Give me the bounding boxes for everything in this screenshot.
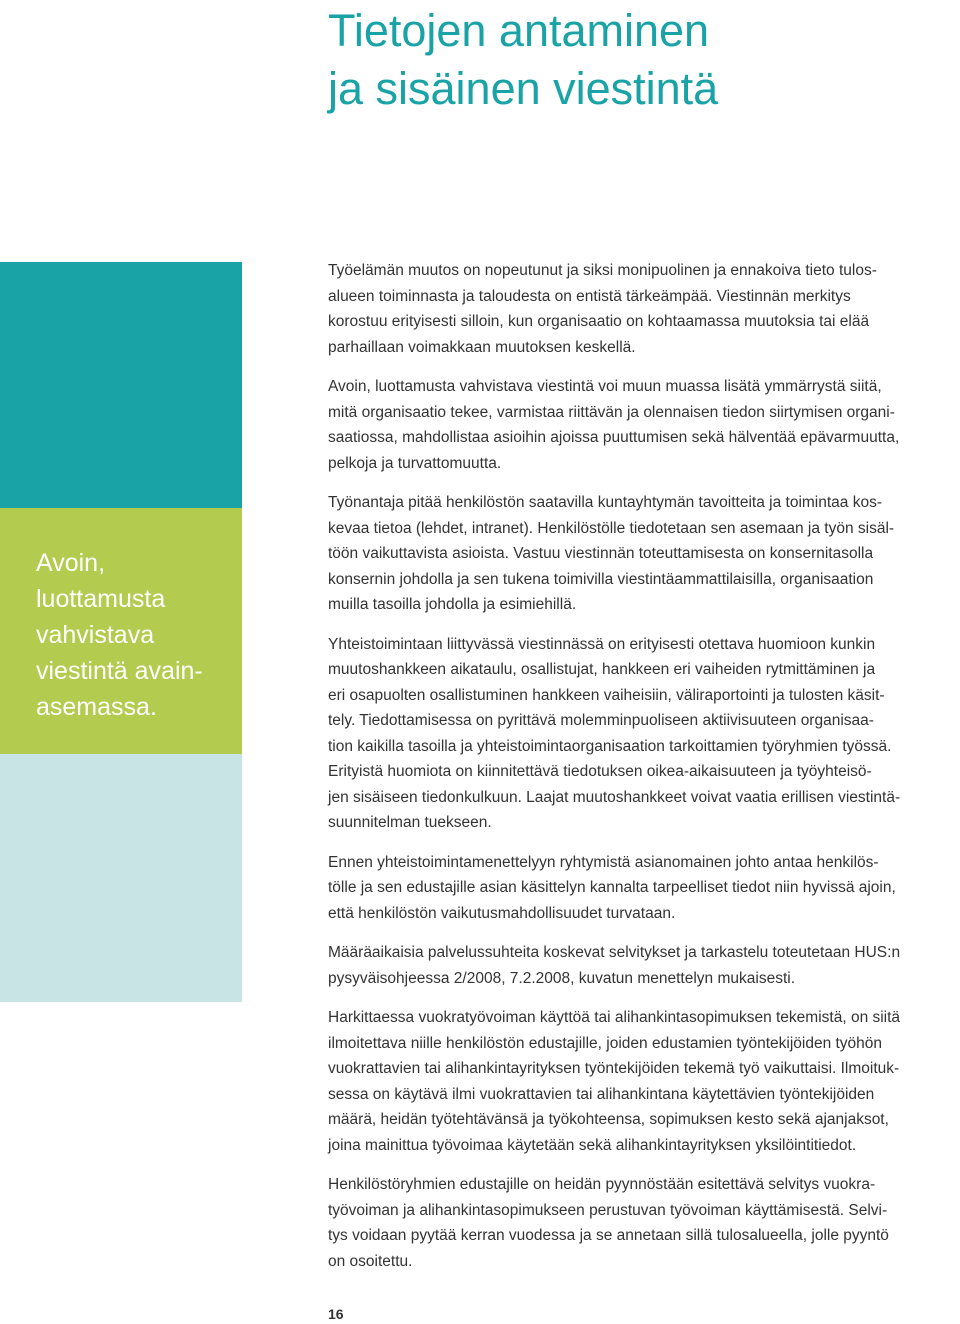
text-line: Henkilöstöryhmien edustajille on heidän pyynnöstään esitettävä selvitys vuokra-	[328, 1176, 876, 1193]
paragraph	[328, 940, 948, 991]
sidebar-teal-block	[0, 262, 242, 508]
text-line: ilmoitettava niille henkilöstön edustajille, joiden edustamien työntekijöiden työhön	[328, 1034, 883, 1052]
text-line: Työelämän muutos on nopeutunut ja siksi monipuolinen ja ennakoiva tieto tulos-	[328, 262, 877, 279]
pull-quote-line: Avoin,	[36, 549, 106, 577]
text-line: tely. Tiedottamisessa on pyrittävä molemminpuoliseen aktiivisuuteen organisaa-	[328, 712, 874, 729]
text-line: saatiossa, mahdollistaa asioihin ajoissa puuttumisen sekä hälventää epävarmuutta,	[328, 429, 900, 446]
paragraph	[328, 850, 948, 927]
pull-quote-line: asemassa.	[36, 693, 157, 721]
body-text	[328, 258, 948, 1288]
text-line: konsernin johdolla ja sen tukena toimivilla viestintäammattilaisilla, organisaation	[328, 570, 874, 588]
pull-quote-line: viestintä avain-	[36, 657, 203, 685]
pull-quote-line: luottamusta	[36, 585, 166, 613]
pull-quote-line: vahvistava	[36, 621, 155, 649]
text-line: eri osapuolten osallistuminen hankkeen vaiheisiin, väliraportointi ja tulosten käsit-	[328, 686, 885, 704]
text-line: joina mainittua työvoimaa käytetään sekä alihankintayrityksen yksilöintitiedot.	[328, 1136, 857, 1154]
text-line: töön vaikuttavista asioista. Vastuu viestinnän toteuttamisesta on konsernitasolla	[328, 545, 874, 562]
text-line: muutoshankkeen aikataulu, osallistujat, hankkeen eri vaiheiden rytmittäminen ja	[328, 661, 876, 678]
paragraph	[328, 1172, 948, 1274]
page-number: 16	[328, 1306, 344, 1322]
sidebar-light-block	[0, 754, 242, 1002]
text-line: on osoitettu.	[328, 1252, 413, 1270]
paragraph	[328, 1005, 948, 1158]
text-line: tys voidaan pyytää kerran vuodessa ja se annetaan sillä tulosalueella, jolle pyyntö	[328, 1227, 889, 1244]
paragraph	[328, 632, 948, 836]
text-line: Ennen yhteistoimintamenettelyyn ryhtymistä asianomainen johto antaa henkilös-	[328, 853, 879, 871]
text-line: Työnantaja pitää henkilöstön saatavilla kuntayhtymän tavoitteita ja toimintaa kos-	[328, 494, 883, 511]
text-line: että henkilöstön vaikutusmahdollisuudet turvataan.	[328, 904, 676, 922]
text-line: suunnitelman tuekseen.	[328, 814, 492, 831]
text-line: jen sisäiseen tiedonkulkuun. Laajat muutoshankkeet voivat vaatia erillisen viestintä-	[328, 788, 901, 806]
text-line: tölle ja sen edustajille asian käsittelyn kannalta tarpeelliset tiedot niin hyvissä ajoin,	[328, 879, 896, 896]
text-line: Määräaikaisia palvelussuhteita koskevat selvitykset ja tarkastelu toteutetaan HUS:n	[328, 944, 901, 961]
text-line: mitä organisaatio tekee, varmistaa riittävän ja olennaisen tiedon siirtymisen organi-	[328, 403, 895, 421]
text-line: kevaa tietoa (lehdet, intranet). Henkilöstölle tiedotetaan sen asemaan ja työn sisäl-	[328, 519, 895, 537]
text-line: muilla tasoilla johdolla ja esimiehillä.	[328, 596, 577, 613]
text-line: tion kaikilla tasoilla ja yhteistoimintaorganisaation tarkoittamien työryhmien työssä.	[328, 737, 892, 755]
text-line: työvoiman ja alihankintasopimukseen perustuvan työvoiman käyttämisestä. Selvi-	[328, 1201, 888, 1219]
text-line: korostuu erityisesti silloin, kun organisaatio on kohtaamassa muutoksia tai elää	[328, 313, 870, 330]
text-line: pysyväisohjeessa 2/2008, 7.2.2008, kuvatun menettelyn mukaisesti.	[328, 969, 795, 987]
page-title-line-1: Tietojen antaminen	[328, 5, 710, 56]
page-title-line-2: ja sisäinen viestintä	[328, 63, 719, 114]
text-line: Harkittaessa vuokratyövoiman käyttöä tai alihankintasopimuksen tekemistä, on siitä	[328, 1009, 901, 1026]
text-line: Erityistä huomiota on kiinnitettävä tiedotuksen oikea-aikaisuuteen ja työyhteisö-	[328, 763, 872, 780]
text-line: parhaillaan voimakkaan muutoksen keskellä.	[328, 338, 636, 356]
text-line: määrä, heidän työtehtävänsä ja työkohteensa, sopimuksen kesto sekä ajanjaksot,	[328, 1111, 889, 1128]
text-line: sessa on käytävä ilmi vuokrattavien tai alihankintana käytettävien työntekijöiden	[328, 1085, 875, 1103]
text-line: pelkoja ja turvattomuutta.	[328, 454, 502, 472]
paragraph	[328, 258, 948, 360]
paragraph	[328, 374, 948, 476]
text-line: Avoin, luottamusta vahvistava viestintä voi muun muassa lisätä ymmärrystä siitä,	[328, 378, 882, 395]
pull-quote	[36, 545, 236, 725]
text-line: Yhteistoimintaan liittyvässä viestinnässä on erityisesti otettava huomioon kunkin	[328, 635, 876, 653]
text-line: alueen toiminnasta ja taloudesta on entistä tärkeämpää. Viestinnän merkitys	[328, 287, 851, 305]
text-line: vuokrattavien tai alihankintayrityksen työntekijöiden tekemä työ vaikuttaisi. Ilmoituk-	[328, 1060, 900, 1077]
paragraph	[328, 490, 948, 618]
page-title	[328, 2, 948, 118]
